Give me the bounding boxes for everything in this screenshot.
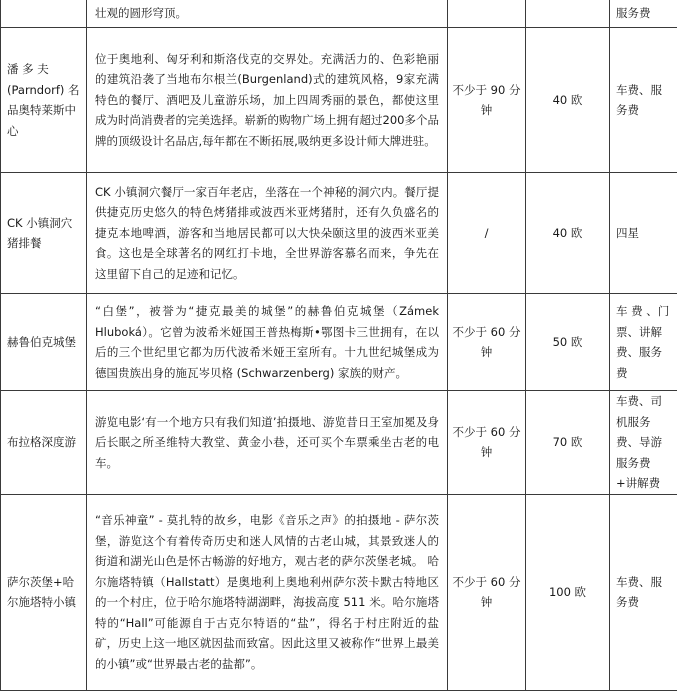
item-price-cell: 40 欧 bbox=[526, 28, 610, 173]
item-duration-cell: / bbox=[448, 173, 526, 294]
item-duration-cell: 不少于 90 分钟 bbox=[448, 28, 526, 173]
item-includes-cell: 服务费 bbox=[610, 0, 677, 28]
item-includes-cell: 四星 bbox=[610, 173, 677, 294]
item-description-cell: 位于奥地利、匈牙利和斯洛伐克的交界处。充满活力的、色彩艳丽的建筑沿袭了当地布尔根兰(Burgenland)式的建筑风格，9家充满特色的餐厅、酒吧及儿童游乐场，加上四周秀丽的景色，都使这里成为时尚消费者的完美选择。崭新的购物广场上拥有超过200多个品牌的顶级设计名品店,每年都在不断拓展,吸纳更多设计师大牌进驻。 bbox=[87, 28, 448, 173]
item-duration-cell bbox=[448, 0, 526, 28]
table-row bbox=[1, 28, 677, 173]
item-description-cell: “音乐神童” - 莫扎特的故乡，电影《音乐之声》的拍摄地 - 萨尔茨堡，游览这个有着传奇历史和迷人风情的古老山城，其景致迷人的街道和湖光山色是怀古畅游的好地方，观古老的萨尔茨堡老城。 哈尔施塔特镇（Hallstatt）是奥地利上奥地利州萨尔茨卡默古特地区的一个村庄，位于哈尔施塔特湖湖畔，海拔高度 511 米。哈尔施塔特的“Hall”可能源自于古克尔特语的“盐”，得名于村庄附近的盐矿，历史上这一地区就因盐而致富。因此这里又被称作“世界上最美的小镇”或“世界最古老的盐都”。 bbox=[87, 494, 448, 690]
item-price-cell: 70 欧 bbox=[526, 391, 610, 495]
item-duration-cell: 不少于 60 分钟 bbox=[448, 494, 526, 690]
item-price-cell: 40 欧 bbox=[526, 173, 610, 294]
item-includes-cell: 车费、服务费 bbox=[610, 28, 677, 173]
item-duration-cell: 不少于 60 分钟 bbox=[448, 391, 526, 495]
item-description-cell: “白堡”，被誉为“捷克最美的城堡”的赫鲁伯克城堡（Zámek Hluboká）。它曾为波希米娅国王普热梅斯•鄂图卡三世拥有，在以后的三个世纪里它都为历代波希米娅王室所有。十九世纪城堡成为德国贵族出身的施瓦岑贝格 (Schwarzenberg) 家族的财产。 bbox=[87, 294, 448, 391]
table-row bbox=[1, 494, 677, 690]
item-includes-cell: 车 费 、门票、讲解费、服务费 bbox=[610, 294, 677, 391]
item-name-cell: 布拉格深度游 bbox=[1, 391, 87, 495]
item-price-cell: 100 欧 bbox=[526, 494, 610, 690]
item-description-cell: 壮观的圆形穹顶。 bbox=[87, 0, 448, 28]
item-price-cell: 50 欧 bbox=[526, 294, 610, 391]
item-duration-cell: 不少于 60 分钟 bbox=[448, 294, 526, 391]
item-description-cell: CK 小镇洞穴餐厅一家百年老店，坐落在一个神秘的洞穴内。餐厅提供捷克历史悠久的特色烤猪排或波西米亚烤猪肘，还有久负盛名的捷克本地啤酒，游客和当地居民都可以大快朵颐这里的波西米亚美食。这也是全球著名的网红打卡地，全世界游客慕名而来，争先在这里留下自己的足迹和记忆。 bbox=[87, 173, 448, 294]
item-includes-cell: 车费、服务费 bbox=[610, 494, 677, 690]
table-row bbox=[1, 391, 677, 495]
item-includes-cell: 车费、司机服务费、导游服务费+讲解费 bbox=[610, 391, 677, 495]
table-row bbox=[1, 0, 677, 28]
item-description-cell: 游览电影‘有一个地方只有我们知道’拍摄地、游览昔日王室加冕及身后长眠之所圣维特大教堂、黄金小巷，还可买个车票乘坐古老的电车。 bbox=[87, 391, 448, 495]
item-name-cell: 赫鲁伯克城堡 bbox=[1, 294, 87, 391]
item-price-cell bbox=[526, 0, 610, 28]
item-name-cell: CK 小镇洞穴猪排餐 bbox=[1, 173, 87, 294]
table-row bbox=[1, 294, 677, 391]
table-row bbox=[1, 173, 677, 294]
item-name-cell bbox=[1, 0, 87, 28]
item-name-cell: 潘 多 夫 (Parndorf) 名品奥特莱斯中心 bbox=[1, 28, 87, 173]
item-name-cell: 萨尔茨堡+哈尔施塔特小镇 bbox=[1, 494, 87, 690]
